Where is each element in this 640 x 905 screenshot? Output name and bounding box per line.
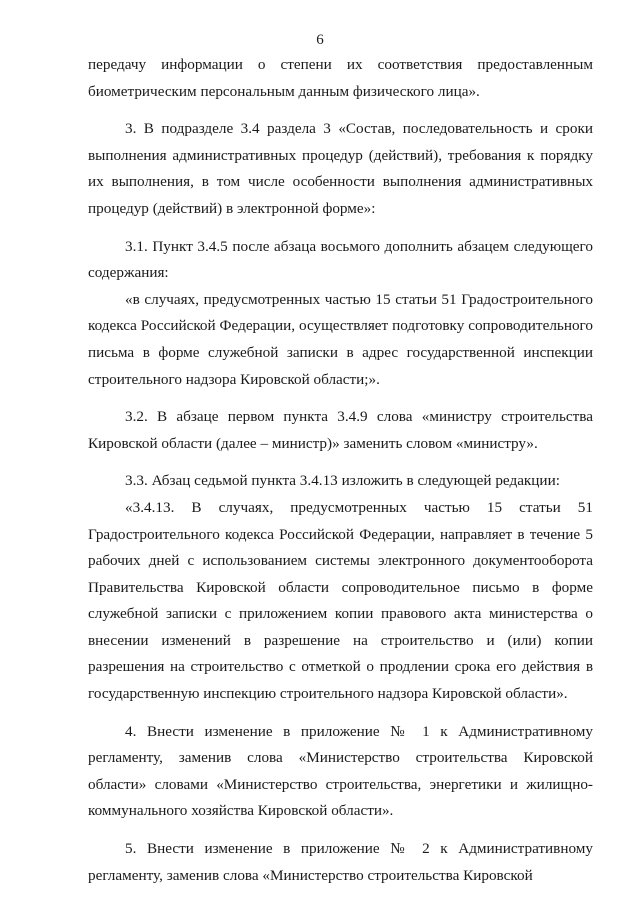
paragraph-item-4: 4. Внести изменение в приложение № 1 к Административному регламенту, заменив слова «Министерство строительства Кировской области» словами «Министерство строительства, энергетики и жилищно-коммунального хозяйства Кировской области». (88, 722, 593, 820)
paragraph-item-3-2: 3.2. В абзаце первом пункта 3.4.9 слова «министру строительства Кировской области (далее – министр)» заменить словом «министру». (88, 408, 593, 452)
paragraph-item-3: 3. В подразделе 3.4 раздела 3 «Состав, последовательность и сроки выполнения административных процедур (действий), требования к порядку их выполнения, в том числе особенности выполнения административных процедур (действий) в электронной форме»: (88, 120, 593, 217)
paragraph-continuation: передачу информации о степени их соответствия предоставленным биометрическим персональным данным физического лица». (88, 56, 593, 100)
paragraph-item-3-3: 3.3. Абзац седьмой пункта 3.4.13 изложить в следующей редакции: (125, 472, 560, 490)
paragraph-quote-3-1: «в случаях, предусмотренных частью 15 статьи 51 Градостроительного кодекса Российской Федерации, осуществляет подготовку сопроводительного письма в форме служебной записки в адрес государственной инспекции строительного надзора Кировской области;». (88, 290, 593, 388)
page-number: 6 (316, 32, 324, 48)
paragraph-item-3-1: 3.1. Пункт 3.4.5 после абзаца восьмого дополнить абзацем следующего содержания: (88, 237, 593, 282)
document-body (88, 52, 593, 889)
paragraph-item-5: 5. Внести изменение в приложение № 2 к Административному регламенту, заменив слова «Министерство строительства Кировской (88, 840, 593, 884)
paragraph-quote-3-4-13: «3.4.13. В случаях, предусмотренных частью 15 статьи 51 Градостроительного кодекса Российской Федерации, направляет в течение 5 рабочих дней с использованием системы электронного документооборота Правительства Кировской области сопроводительное письмо в форме служебной записки с приложением копии правового акта министерства о внесении изменений в разрешение на строительство и (или) копии разрешения на строительство с отметкой о продлении срока его действия в государственную инспекцию строительного надзора Кировской области». (88, 498, 593, 703)
